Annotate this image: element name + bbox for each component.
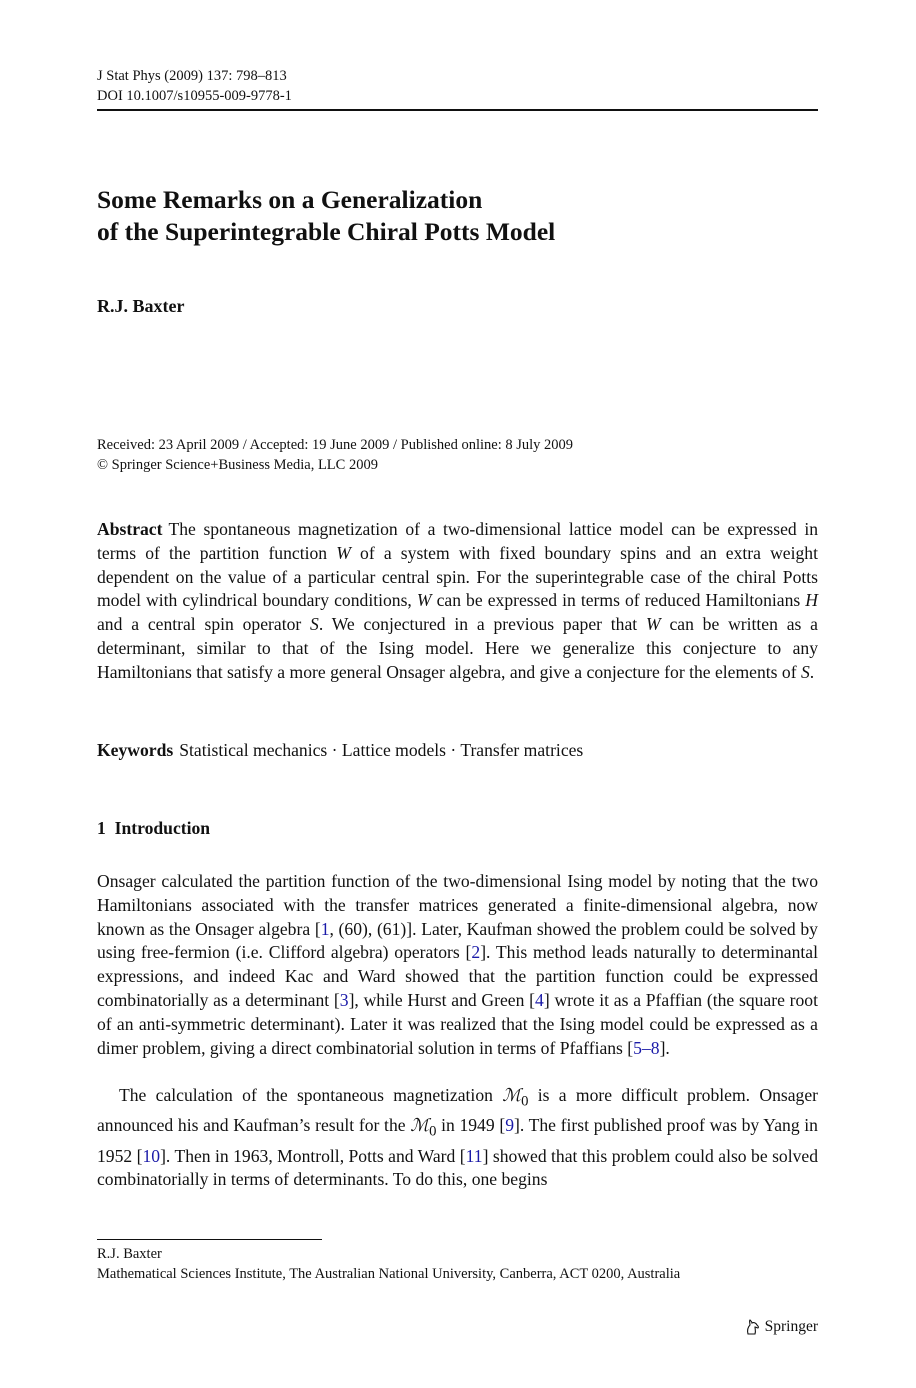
author-name: R.J. Baxter [97, 296, 185, 316]
publication-history [97, 435, 573, 475]
citation-link[interactable]: 11 [465, 1145, 483, 1166]
section-heading [97, 816, 210, 840]
keywords-list: Statistical mechanics · Lattice models · Transfer matrices [179, 740, 584, 760]
doi: DOI 10.1007/s10955-009-9778-1 [97, 88, 292, 104]
copyright: © Springer Science+Business Media, LLC 2009 [97, 457, 378, 473]
footnote-author: R.J. Baxter [97, 1246, 162, 1262]
keywords [97, 739, 818, 763]
footnote-affiliation: Mathematical Sciences Institute, The Australian National University, Canberra, ACT 0200, Australia [97, 1266, 681, 1282]
paper-title [97, 184, 555, 248]
history-dates: Received: 23 April 2009 / Accepted: 19 June 2009 / Published online: 8 July 2009 [97, 437, 574, 453]
footnote [97, 1244, 680, 1284]
citation-link[interactable]: 9 [505, 1115, 514, 1136]
citation-link[interactable]: 1 [320, 918, 330, 939]
intro-paragraph-1: Onsager calculated the partition function of the two-dimensional Ising model by noting that the two Hamiltonians associated with the transfer matrices generated a finite-dimensional algebra, now known as the Onsager algebra [1, (60), (61)]. Later, Kaufman showed the problem could be solved by using free-fermion (i.e. Clifford algebra) operators [2]. This method leads naturally to determinantal expressions, and indeed Kac and Ward showed that the partition function could be expressed combinatorially as a determinant [3], while Hurst and Green [4] wrote it as a Pfaffian (the square root of an anti-symmetric determinant). Later it was realized that the Ising model could be expressed as a dimer problem, giving a direct combinatorial solution in terms of Pfaffians [5–8]. [97, 871, 818, 1058]
citation-link[interactable]: 10 [142, 1145, 161, 1166]
magnetization-symbol: ℳ [502, 1085, 522, 1105]
citation-link[interactable]: 4 [535, 989, 544, 1010]
journal-header [97, 66, 292, 106]
title-line-2: of the Superintegrable Chiral Potts Model [97, 217, 556, 246]
springer-horse-icon [743, 1318, 761, 1336]
publisher-logo [743, 1316, 818, 1338]
magnetization-symbol: ℳ [410, 1115, 430, 1136]
citation-link[interactable]: 2 [471, 942, 481, 963]
abstract: Abstract The spontaneous magnetization of a two-dimensional lattice model can be expressed in terms of the partition function W of a system with fixed boundary spins and an extra weight dependent on the value of a particular central spin. For the superintegrable case of the chiral Potts model with cylindrical boundary conditions, W can be expressed in terms of reduced Hamiltonians H and a central spin operator S. We conjectured in a previous paper that W can be written as a determinant, similar to that of the Ising model. Here we generalize this conjecture to any Hamiltonians that satisfy a more general Onsager algebra, and give a conjecture for the elements of S. [97, 519, 818, 682]
title-line-1: Some Remarks on a Generalization [97, 185, 483, 214]
intro-paragraph-2: The calculation of the spontaneous magnetization ℳ$_0$ is a more difficult problem. Onsager announced his and Kaufman’s result for the ℳ$_0$ in 1949 [9]. The first published proof was by Yang in 1952 [10]. Then in 1963, Montroll, Potts and Ward [11] showed that this problem could also be solved combinatorially in terms of determinants. To do this, one begins [97, 1085, 818, 1190]
footnote-rule [97, 1239, 322, 1240]
header-rule [97, 109, 818, 111]
publisher-name: Springer [764, 1318, 818, 1335]
journal-citation: J Stat Phys (2009) 137: 798–813 [97, 68, 287, 84]
keywords-label: Keywords [97, 740, 174, 760]
section-title: Introduction [114, 818, 211, 838]
section-number: 1 [97, 818, 106, 838]
citation-link[interactable]: 5–8 [633, 1037, 660, 1058]
abstract-label: Abstract [97, 519, 163, 539]
citation-link[interactable]: 3 [339, 989, 349, 1010]
